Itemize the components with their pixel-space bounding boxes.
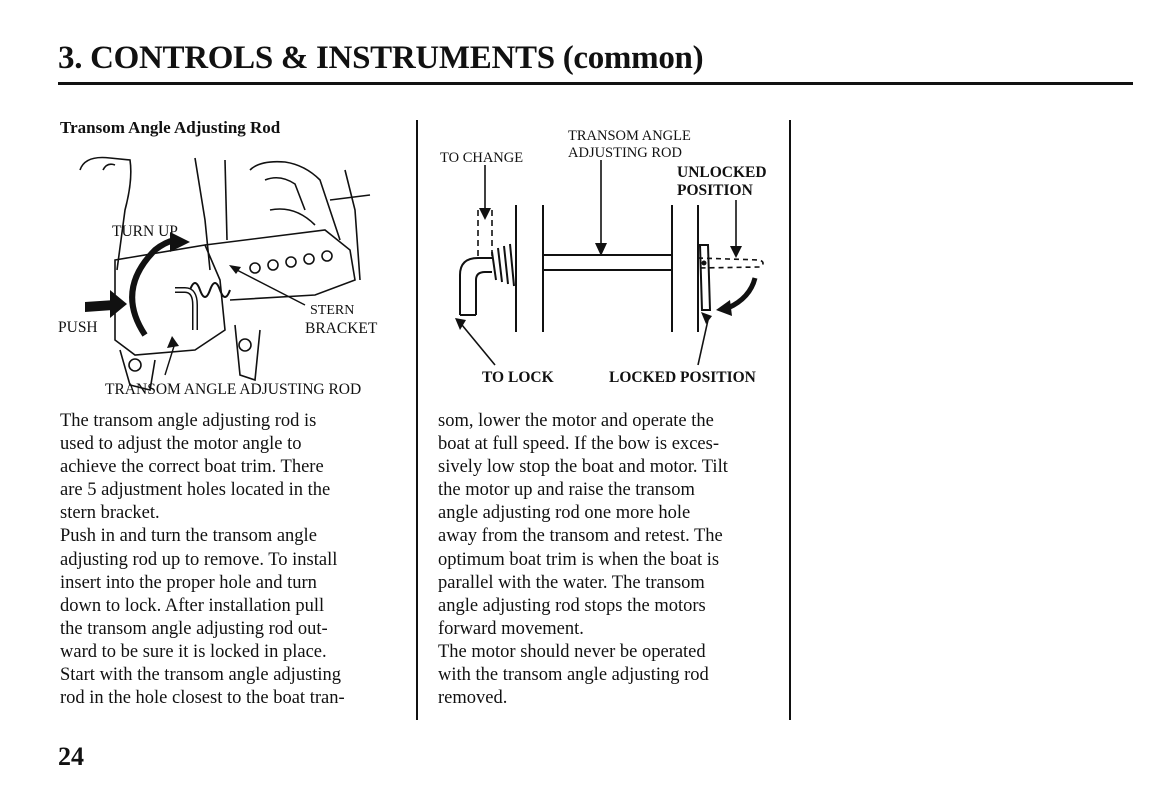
left-column-text [60, 410, 410, 710]
text-line: the motor up and raise the transom [438, 480, 695, 501]
label-transom-angle-adjusting-rod: TRANSOM ANGLE ADJUSTING ROD [105, 381, 362, 398]
rod-lock-diagram [430, 120, 785, 395]
text-line: angle adjusting rod stops the motors [438, 595, 706, 616]
rotate-arrow [728, 278, 755, 308]
label-to-lock: TO LOCK [482, 369, 554, 386]
text-line: sively low stop the boat and motor. Tilt [438, 457, 728, 478]
adjustment-hole [268, 260, 278, 270]
section-subheading: Transom Angle Adjusting Rod [60, 118, 281, 137]
text-line: optimum boat trim is when the boat is [438, 549, 720, 570]
label-locked-position: LOCKED POSITION [609, 369, 756, 386]
adjustment-hole [322, 251, 332, 261]
adjustment-hole [286, 257, 296, 267]
title-rule [58, 82, 1133, 85]
text-line: Start with the transom angle adjusting [60, 665, 342, 686]
text-line: are 5 adjustment holes located in the [60, 480, 331, 501]
text-line: angle adjusting rod one more hole [438, 503, 691, 524]
text-line: som, lower the motor and operate the [438, 411, 714, 431]
label-to-change: TO CHANGE [440, 150, 524, 166]
label-transom-angle: TRANSOM ANGLE [568, 128, 691, 144]
text-line: removed. [438, 688, 508, 709]
text-line: rod in the hole closest to the boat tran- [60, 688, 345, 709]
text-line: with the transom angle adjusting rod [438, 665, 709, 686]
stern-bracket-illustration [55, 150, 415, 405]
label-unlocked: UNLOCKED [677, 164, 767, 181]
text-line: away from the transom and retest. The [438, 526, 723, 547]
page-title: 3. CONTROLS & INSTRUMENTS (common) [58, 40, 704, 76]
label-bracket: BRACKET [305, 320, 378, 337]
clamp-outline [250, 162, 340, 240]
text-line: boat at full speed. If the bow is exces- [438, 434, 720, 455]
adjustment-hole [304, 254, 314, 264]
label-turn-up: TURN UP [112, 223, 178, 240]
turn-arrow-curve [132, 240, 175, 335]
text-line: The transom angle adjusting rod is [60, 411, 317, 431]
text-line: parallel with the water. The transom [438, 572, 705, 593]
rod-spring [492, 244, 514, 286]
adjustment-hole [250, 263, 260, 273]
label-push: PUSH [58, 319, 98, 336]
column-divider-right [789, 120, 791, 720]
text-line: forward movement. [438, 618, 584, 639]
label-stern: STERN [310, 303, 355, 318]
column-divider-left [416, 120, 418, 720]
text-line: used to adjust the motor angle to [60, 434, 302, 455]
lock-clip [700, 245, 710, 310]
right-column-text [438, 410, 783, 710]
text-line: The motor should never be operated [438, 641, 706, 662]
label-adjusting-rod: ADJUSTING ROD [568, 145, 682, 161]
label-position: POSITION [677, 182, 753, 199]
text-line: stern bracket. [60, 503, 160, 524]
push-arrow-head [110, 290, 127, 318]
text-line: insert into the proper hole and turn [60, 572, 317, 593]
text-line: down to lock. After installation pull [60, 595, 325, 616]
text-line: achieve the correct boat trim. There [60, 457, 324, 478]
page-number: 24 [58, 742, 84, 771]
text-line: Push in and turn the transom angle [60, 526, 317, 547]
text-line: ward to be sure it is locked in place. [60, 641, 327, 662]
text-line: the transom angle adjusting rod out- [60, 618, 328, 639]
motor-housing-outline [80, 158, 131, 271]
text-line: adjusting rod up to remove. To install [60, 549, 338, 570]
